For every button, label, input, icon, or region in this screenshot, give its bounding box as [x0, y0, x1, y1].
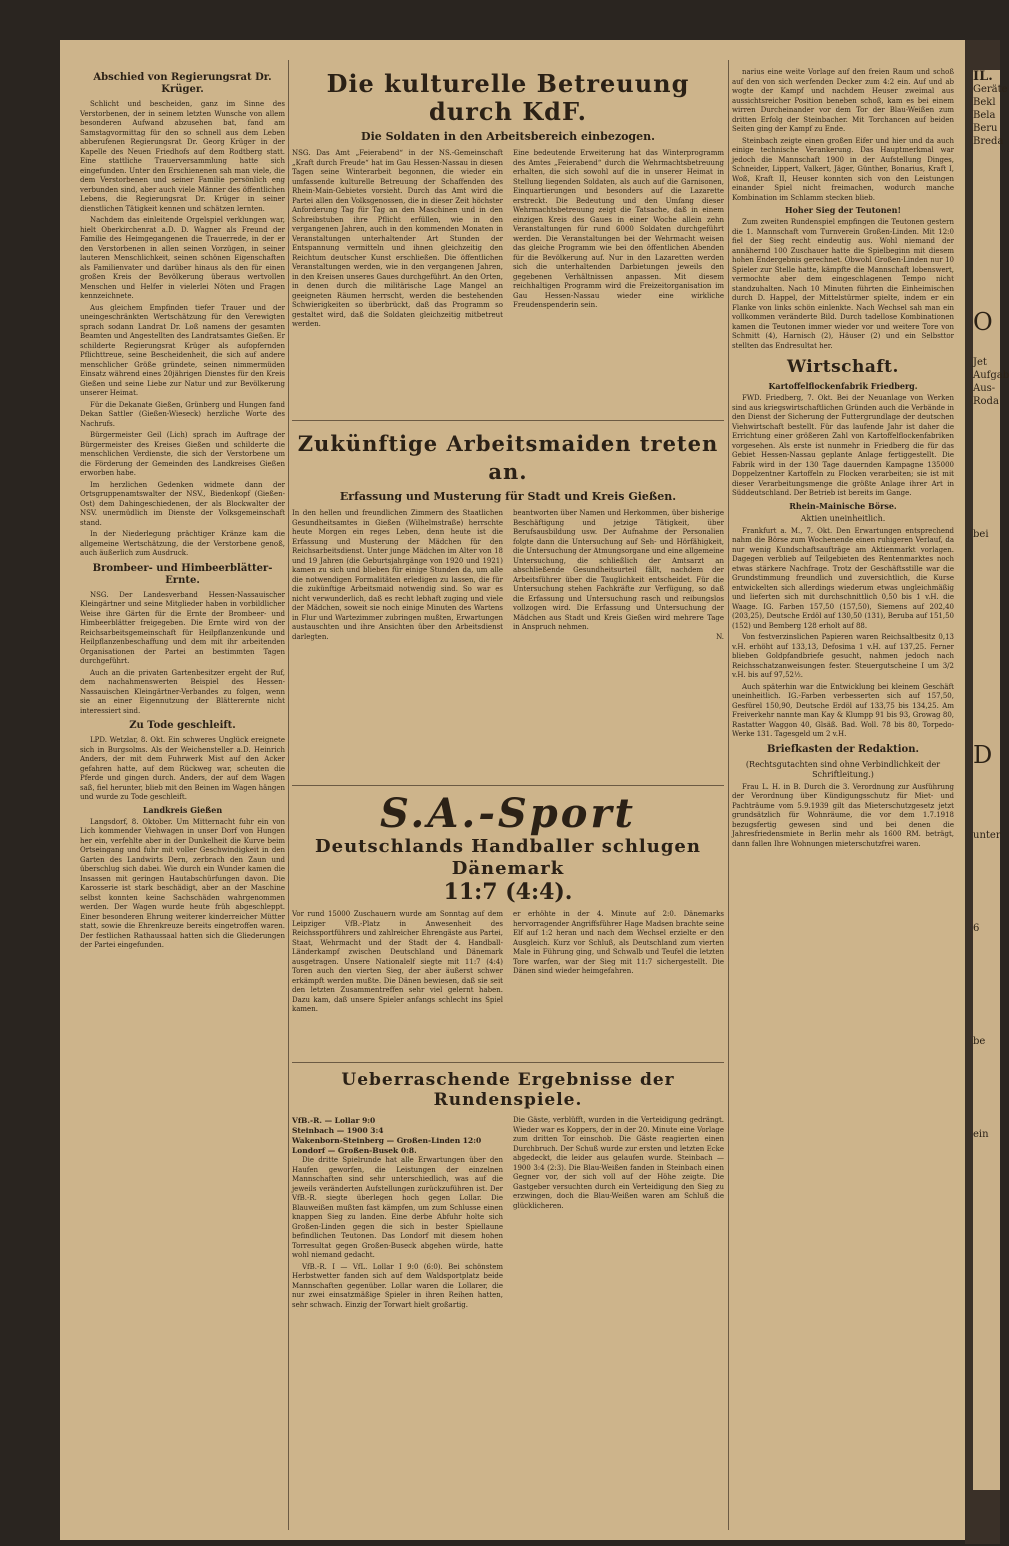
headline-brombeer: Brombeer- und Himbeerblätter-Ernte.: [92, 562, 273, 586]
subheadline-kartoffel: Kartoffelflockenfabrik Friedberg.: [768, 381, 918, 391]
headline-landkreis: Landkreis Gießen: [142, 804, 223, 815]
rundenspiele-para-2: VfB.-R. I — VfL. Lollar I 9:0 (6:0). Bei schönstem Herbstwetter fanden sich auf dem Waldsportplatz beide Mannschaften gegenüber. Lollar waren die Lollarer, die nur zwei einsatzmäßige Spieler in ihren Reihen hatten, sehr schwach. Einzig der Torwart hielt großartig.: [292, 1262, 503, 1309]
adjacent-page-strip: [973, 69, 1009, 1490]
right-paragraph-3: Zum zweiten Rundenspiel empfingen die Teutonen gestern die 1. Mannschaft vom Turnverein Großen-Linden. Mit 12:0 fiel der Sieg recht eindeutig aus. Wohl niemand der annähernd 100 Zuschauer hatte die Spielbeginn mit diesem hohen Endergebnis gerechnet. Obwohl Großen-Linden nur 10 Spieler zur Stelle hatte, kämpfte die Mannschaft lobenswert, vermochte aber dem eingeschlagenen Tempo nicht standzuhalten. Nach 10 Minuten führten die Einheimischen durch D. Happel, der Mittelstürmer spielte, indem er ein Flanke von links schön einlenkte. Nach Wechsel sah man ein vollkommen veränderte Bild. Durch tadellose Kombinationen kamen die Teutonen immer wieder vor und weitere Tore von Schmitt (4), Harnisch (2), Häuser (2) und ein Selbsttor stellten das Endresultat her.: [732, 218, 954, 350]
result-line: Londorf — Großen-Busek 0:8.: [292, 1146, 417, 1155]
edge-fragment: D: [973, 741, 993, 769]
left-paragraph-4: Für die Dekanate Gießen, Grünberg und Hungen fand Dekan Sattler (Gießen-Wieseck) herzliche Worte des Nachrufs.: [80, 400, 285, 428]
right-paragraph-6: Von festverzinslichen Papieren waren Reichsaltbesitz 0,13 v.H. erhöht auf 133,13, Defosima 1 v.H. auf 137,25. Ferner blieben Goldpfandbriefe gesucht, nahmen jedoch nach Reichsschatzanweisungen fester. Steuergutscheine I um 3/2 v.H. bis auf 97,52½.: [732, 633, 954, 679]
kdf-body: [292, 149, 724, 444]
subheadline-rechtsgutachten: (Rechtsgutachten sind ohne Verbindlichkeit der Schriftleitung.): [745, 759, 941, 779]
right-paragraph-4: FWD. Friedberg, 7. Okt. Bei der Neuanlage von Werken sind aus kriegswirtschaftlichen Gründen auch die Verbände in den Dienst der Sicherung der Futtergrundlage der deutschen Viehwirtschaft bestellt. Für das laufende Jahr ist daher die Errichtung einer größeren Zahl von Kartoffelflockenfabriken vorgesehen. Als erste ist nunmehr in Friedberg die für das Gebiet Hessen-Nassau geplante Anlage fertiggestellt. Die Fabrik wird in der 130 Tage dauernden Kampagne 135000 Doppelzentner Kartoffeln zu Flocken verarbeiten; sie ist mit dieser Verarbeitungsmenge die größte Anlage ihrer Art in Süddeutschland. Der Betrieb ist bereits im Gange.: [732, 394, 954, 497]
headline-teutonen: Hoher Sieg der Teutonen!: [785, 205, 901, 215]
edge-fragment: ein: [973, 1129, 989, 1140]
edge-fragment: be: [973, 1036, 986, 1047]
edge-fragment: Jet: [973, 357, 987, 368]
edge-fragment: Aus-: [973, 383, 996, 394]
right-column: [732, 68, 954, 1528]
result-line: VfB.-R. — Lollar 9:0: [292, 1116, 376, 1125]
edge-fragment: Aufgab: [973, 370, 1009, 381]
left-paragraph-6: Im herzlichen Gedenken widmete dann der Ortsgruppenamtswalter der NSV., Biedenkopf (Gießen-Ost) dem Dahingeschiedenen, der als Blockwalter der NSV. unermüdlich im Dienste der Volksgemeinschaft stand.: [80, 480, 285, 527]
left-paragraph-1: Schlicht und bescheiden, ganz im Sinne des Verstorbenen, der in seinem letzten Wunsche von allem besonderen Aufwand abzusehen bat, fand am Samstagvormittag für den so schnell aus dem Leben abberufenen Regierungsrat Dr. Georg Krüger in der Kapelle des Neuen Friedhofs auf dem Rodtberg statt. Eine stattliche Trauerversammlung hatte sich eingefunden. Unter den Erschienenen sah man viele, die dem Verstorbenen und seiner Familie persönlich eng verbunden sind, aber auch viele Männer des öffentlichen Lebens, die Regierungsrat Dr. Krüger in seiner dienstlichen Tätigkeit kennen und schätzen lernten.: [80, 100, 285, 213]
right-paragraph-8: Frau L. H. in B. Durch die 3. Verordnung zur Ausführung der Verordnung über Kündigungsschutz für Miet- und Pachträume vom 5.9.1939 gilt das Mieterschutzgesetz jetzt grundsätzlich für Wohnräume, die vor dem 1.7.1918 bezugsfertig gewesen sind und bei denen die Jahresfriedensmiete in Berlin mehr als 1600 RM. beträgt, dann fallen Ihre Wohnungen mieterschutzfrei waren.: [732, 782, 954, 848]
handball-headline: Deutschlands Handballer schlugen Dänemark: [315, 836, 701, 879]
adjacent-page-edge: [965, 40, 1009, 1544]
handball-score: 11:7 (4:4).: [443, 879, 573, 905]
rundenspiele-article: [292, 1070, 724, 1546]
arbeitsmaiden-col-2: [513, 509, 724, 809]
divider-1: [292, 420, 724, 421]
rundenspiele-col-1: [292, 1116, 503, 1546]
column-rule-left: [288, 60, 289, 1530]
left-paragraph-2: Nachdem das einleitende Orgelspiel verklungen war, hielt Oberkirchenrat a.D. D. Wagner als Freund der Familie des Heimgegangenen die Trauerrede, in der er den Verstorbenen in allen seinen Vorzügen, in seiner lauteren Menschlichkeit, seinen schönen Eigenschaften als Familienvater und darüber hinaus als den für einen großen Kreis der Bevölkerung überaus wertvollen Menschen und Helfer in vielerlei Nöten und Fragen kennzeichnete.: [80, 216, 285, 300]
arbeitsmaiden-article: [292, 430, 724, 809]
kdf-body-col-1: NSG. Das Amt „Feierabend“ in der NS.-Gemeinschaft „Kraft durch Freude“ hat im Gau Hessen-Nassau in diesen Tagen seine Winterarbeit begonnen, die wieder ein umfassende kulturelle Betreuung der Schaffenden des Rhein-Main-Gebietes vorsieht. Durch das Amt wird die Partei allen den Volksgenossen, die in dieser Zeit höchster Anforderung Tag für Tag an den Maschinen und in den Schreibstuben ihre Pflicht erfüllen, wie in den vergangenen Jahren, auch in den kommenden Monaten in Veranstaltungen unterhaltender Art Stunden der Entspannung vermitteln und ihnen gleichzeitig den Reichtum deutscher Kunst erschließen. Die öffentlichen Veranstaltungen werden, wie in den vergangenen Jahren, in den Kreisen unseres Gaues durchgeführt. An den Orten, in denen durch die militärische Lage Mangel an geeigneten Räumen herrscht, werden die bestehenden Schwierigkeiten so überbrückt, daß das Programm so gestaltet wird, daß die Soldaten gleichzeitig mitbetreut werden.: [292, 149, 503, 328]
left-paragraph-9: Auch an die privaten Gartenbesitzer ergeht der Ruf, dem nachahmenswerten Beispiel des Hessen-Nassauischen Kleingärtner-Verbandes zu folgen, wenn sie an einer Eigennutzung der Blätterernte nicht interessiert sind.: [80, 668, 285, 715]
left-paragraph-8: NSG. Der Landesverband Hessen-Nassauischer Kleingärtner und seine Mitglieder haben in vorbildlicher Weise ihre Gärten für die Ernte der Brombeer- und Himbeerblätter freigegeben. Die Ernte wird von der Reichsarbeitsgemeinschaft für Heilpflanzenkunde und Heilpflanzenbeschaffung und dem mit ihr arbeitenden Organisationen der Partei an bestimmten Tagen durchgeführt.: [80, 590, 285, 665]
edge-fragment: Breda: [973, 136, 1004, 147]
left-paragraph-10: LPD. Wetzlar, 8. Okt. Ein schweres Unglück ereignete sich in Burgsolms. Als der Weichensteller a.D. Heinrich Anders, der mit dem Fuhrwerk Mist auf den Acker gefahren hatte, auf dem Rückweg war, scheuten die Pferde und gingen durch. Anders, der auf dem Wagen saß, fiel herunter, blieb mit den Beinen im Wagen hängen und wurde zu Tode geschleift.: [80, 736, 285, 801]
edge-fragment: Geräte: [973, 84, 1008, 95]
rundenspiele-col-2: Die Gäste, verblüfft, wurden in die Verteidigung gedrängt. Wieder war es Koppers, der in der 20. Minute eine Vorlage zum dritten Tor einschob. Die Gäste reagierten einen Durchbruch. Der Schuß wurde zur ersten und letzten Ecke abgedeckt, die leider aus gelaufen wurde. Steinbach — 1900 3:4 (2:3). Die Blau-Weißen fanden in Steinbach einen Gegner vor, der sich voll auf der Höhe zeigte. Die Gastgeber versuchten durch ein Verteidigung den Sieg zu erzwingen, doch die Blau-Weißen waren am Schluß die glücklicheren.: [513, 1116, 724, 1210]
kdf-article: [292, 70, 724, 444]
column-rule-right: [728, 60, 729, 1530]
rundenspiele-para-1: Die dritte Spielrunde hat alle Erwartungen über den Haufen geworfen, die Leistungen der einzelnen Mannschaften sind sehr unterschiedlich, was auf die jeweils veränderten Aufstellungen zurückzuführen ist. Der VfB.-R. siegte überlegen hoch gegen Lollar. Die Blauweißen mußten fast kämpfen, um zum Schlusse einen knappen Sieg zu landen. Eine derbe Abfuhr holte sich Großen-Linden gegen die sich in bester Spiellaune befindlichen Teutonen. Das Londorf mit diesem hohen Torresultat gegen Großen-Buseck abgehen würde, hatte wohl niemand gedacht.: [292, 1156, 503, 1259]
edge-fragment: O: [973, 308, 993, 336]
left-paragraph-5: Bürgermeister Geil (Lich) sprach im Auftrage der Bürgermeister des Kreises Gießen und schilderte die menschlichen Verdienste, die sich der Verstorbene um die Förderung der Gemeinden des Landkreises Gießen erworben habe.: [80, 431, 285, 477]
subheadline-aktien: Aktien uneinheitlich.: [800, 513, 886, 523]
headline-wirtschaft: Wirtschaft.: [787, 357, 899, 377]
sport-banner: S.A.-Sport: [379, 790, 637, 837]
divider-3: [292, 1062, 724, 1063]
edge-fragment: unter: [973, 830, 1001, 841]
handball-col-2: er erhöhte in der 4. Minute auf 2:0. Dänemarks hervorragender Angriffsführer Hage Madsen brachte seine Elf auf 1:2 heran und nach dem Wechsel erzielte er den Ausgleich. Kurz vor Schluß, als Deutschland zum vierten Male in Führung ging, und Schwalb und Teufel die letzten Tore warfen, war der Sieg mit 11:7 sichergestellt. Die Dänen sind wieder heimgefahren.: [513, 910, 724, 975]
edge-fragment: 6: [973, 923, 980, 934]
edge-fragment: IL.: [973, 69, 993, 84]
arbeitsmaiden-subheadline: Erfassung und Musterung für Stadt und Kreis Gießen.: [339, 490, 677, 503]
arbeitsmaiden-col-1: In den hellen und freundlichen Zimmern des Staatlichen Gesundheitsamtes in Gießen (Wilhelmstraße) herrschte heute Morgen ein reges Leben, denn heute ist die Erfassung und Musterung der Mädchen für den Reichsarbeitsdienst. Unter junge Mädchen im Alter von 18 und 19 Jahren (die Geburtsjahrgänge von 1920 und 1921) kamen zu sich und blieben für einige Stunden da, um alle die notwendigen Formalitäten erledigen zu lassen, die für die zukünftige Arbeitsmaid notwendig sind. So war es nicht verwunderlich, daß es recht lebhaft zuging und viele der Mädchen, soweit sie noch einige Minuten des Wartens in Flur und Wartezimmer zubringen mußten, Erwartungen austauschten und ihre Ansichten über den Arbeitsdienst darlegten.: [292, 509, 503, 641]
edge-fragment: bei: [973, 529, 989, 540]
arbeitsmaiden-signature: N.: [716, 632, 724, 641]
right-paragraph-5: Frankfurt a. M., 7. Okt. Den Erwartungen entsprechend nahm die Börse zum Wochenende einen ruhigeren Verlauf, da nur wenig Kundschaftsaufträge am Aktienmarkt vorlagen. Dagegen verblieb auf Teilgebieten des Rentenmarktes noch etwas stärkere Nachfrage. Trotz der Geschäftsstille war die Grundstimmung freundlich und zuversichtlich, die Kurse entwickelten sich allerdings wiederum etwas ungleichmäßig und lieferten sich mit durchschnittlich 0,50 bis 1 v.H. die Waage. IG. Farben 157,50 (157,50), Siemens auf 202,40 (203,25), Deutsche Erdöl auf 130,50 (131), Beruba auf 151,50 (152) und Bemberg 128 erholt auf 88.: [732, 526, 954, 630]
result-line: Steinbach — 1900 3:4: [292, 1126, 384, 1135]
handball-col-1: Vor rund 15000 Zuschauern wurde am Sonntag auf dem Leipziger VfB.-Platz in Anwesenheit des Reichssportführers und zahlreicher Ehrengäste aus Partei, Staat, Wehrmacht und der Stadt der 4. Handball-Länderkampf zwischen Deutschland und Dänemark ausgetragen. Unsere Nationalelf siegte mit 11:7 (4:4) Toren auch den vierten Sieg, der aber äußerst schwer erkämpft werden mußte. Die Dänen bewiesen, daß sie seit den letzten Zusammentreffen sehr viel gelernt haben. Dazu kam, daß unsere Spieler anfangs schlecht ins Spiel kamen.: [292, 910, 503, 1013]
arbeitsmaiden-col-2-text: beantworten über Namen und Herkommen, über bisherige Beschäftigung und jetzige Tätigkeit, über Berufsausbildung usw. Der Aufnahme der Personalien folgte dann die Untersuchung auf Seh- und Hörfähigkeit, die Untersuchung der Atmungsorgane und eine allgemeine Untersuchung, die schließlich der Amtsarzt an abschließende Gesundheitsurteil fällt, nachdem der Arbeitsführer über die Tauglichkeit entscheidet. Für die Untersuchung stehen Fachkräfte zur Verfügung, so daß die Erfassung und Untersuchung rasch und reibungslos vollzogen wird. Die Erfassung und Untersuchung der Mädchen aus Stadt und Kreis Gießen wird mehrere Tage in Anspruch nehmen.: [513, 509, 724, 631]
rundenspiele-body: [292, 1116, 724, 1546]
newspaper-page: [60, 40, 965, 1540]
edge-fragment: Roda: [973, 396, 999, 407]
result-line: Wakenborn-Steinberg — Großen-Linden 12:0: [292, 1136, 482, 1145]
edge-fragment: Beru: [973, 123, 998, 134]
rundenspiele-headline: Ueberraschende Ergebnisse der Rundenspiele.: [341, 1070, 675, 1110]
right-paragraph-1: narius eine weite Vorlage auf den freien Raum und schoß auf den von sich werfenden Decker zum 4:2 ein. Auf und ab wogte der Kampf und nachdem Heuser zweimal aus aussichtsreicher Position beneben schoß, kam es bei einem wirren Durcheinander vor dem Tor der Blau-Weißen zum dritten Erfolg der Steinbacher. Mit Torchancen auf beiden Seiten ging der Kampf zu Ende.: [732, 68, 954, 133]
headline-boerse: Rhein-Mainische Börse.: [789, 500, 897, 511]
right-paragraph-7: Auch späterhin war die Entwicklung bei kleinem Geschäft uneinheitlich. IG.-Farben verbesserten sich auf 157,50, Gesfürel 150,90, Deutsche Erdöl auf 133,75 bis 134,25. Am Freiverkehr nannte man Kay & Klumpp 91 bis 93, Growag 80, Rastatter Waggon 40, Glsäß. Bad. Woll. 78 bis 80, Torpedo-Werke 131. Tagesgeld um 2 v.H.: [732, 682, 954, 738]
right-paragraph-2: Steinbach zeigte einen großen Eifer und hier und da auch einige technische Verankerung. Das Hauptmerkmal war jedoch die Mannschaft 1900 in der Aufstellung Dinges, Schneider, Lippert, Valkert, Jäger, Günther, Bonarius, Kraft I, Woß, Kraft II, Heuser konnten sich von den Leistungen einander Spiel nicht freimachen, wodurch manche Kombination im Schlamm stecken blieb.: [732, 136, 954, 202]
edge-fragment: Bekl: [973, 97, 996, 108]
kdf-subheadline: Die Soldaten in den Arbeitsbereich einbezogen.: [361, 130, 655, 143]
sport-section: [292, 792, 724, 1060]
edge-fragment: Bela: [973, 110, 996, 121]
kdf-headline: Die kulturelle Betreuung durch KdF.: [326, 69, 690, 126]
handball-body: [292, 910, 724, 1060]
left-paragraph-7: In der Niederlegung prächtiger Kränze kam die allgemeine Wertschätzung, die der Verstorbene genoß, auch äußerlich zum Ausdruck.: [80, 530, 285, 557]
left-column: [80, 68, 285, 1528]
arbeitsmaiden-body: [292, 509, 724, 809]
divider-2: [292, 785, 724, 786]
arbeitsmaiden-headline: Zukünftige Arbeitsmaiden treten an.: [297, 431, 719, 484]
headline-abschied: Abschied von Regierungsrat Dr. Krüger.: [93, 72, 272, 95]
headline-zu-tode: Zu Tode geschleift.: [129, 720, 236, 731]
left-paragraph-3: Aus gleichem Empfinden tiefer Trauer und der uneingeschränkten Wertschätzung für den Verewigten sprach sodann Landrat Dr. Loß namens der gesamten Beamten und Angestellten des Landratsamtes Gießen. Er schilderte Regierungsrat Krüger als aufopfernden Pflichttreue, seine Bescheidenheit, die sich auf andere menschlicher Größe gründete, seinen nimmermüden Einsatz während eines 20jährigen Dienstes für den Kreis Gießen und seine Liebe zur Natur und zur Bevölkerung unserer Heimat.: [80, 303, 285, 397]
headline-briefkasten: Briefkasten der Redaktion.: [767, 743, 919, 755]
left-paragraph-11: Langsdorf, 8. Oktober. Um Mitternacht fuhr ein von Lich kommender Viehwagen in unser Dorf von Hungen her ein, verfehlte aber in der Dunkelheit die Kurve beim Ortseingang und fuhr mit voller Geschwindigkeit in den Garten des Landwirts Dern, zerbrach den Zaun und überschlug sich dabei. Wie durch ein Wunder kamen die Insassen mit geringen Hautabschürfungen davon. Die Karosserie ist stark beschädigt, aber an der Maschine selbst konnten keine Sachschäden wahrgenommen werden. Der Wagen wurde heute früh abgeschleppt. Einer besonderen Ehrung weiterer kinderreicher Mütter statt, sowie die Ehrenkreuze bereits eingetroffen waren. Der festlichen Rathaussaal hatten sich die Gliederungen der Partei eingefunden.: [80, 817, 285, 949]
kdf-body-col-2: Eine bedeutende Erweiterung hat das Winterprogramm des Amtes „Feierabend“ durch die Wehrmachtsbetreuung erhalten, die sich sowohl auf die in unserer Heimat in Stellung liegenden Soldaten, als auch auf die Garnisonen, Einquartierungen und besonders auf die Lazarette erstreckt. Die Bedeutung und den Umfang dieser Wehrmachtsbetreuung zeigt die Tatsache, daß in einem einzigen Kreis des Gaues in einer Woche allein zehn Veranstaltungen für rund 6000 Soldaten durchgeführt werden. Die Veranstaltungen bei der Wehrmacht weisen das gleiche Programm wie bei den öffentlichen Abenden für die Bevölkerung auf. Nur in den Lazaretten werden sich die unterhaltenden Darbietungen jeweils den gegebenen Verhältnissen anpassen. Mit diesem reichhaltigen Programm wird die Freizeitorganisation im Gau Hessen-Nassau wieder eine wirkliche Freudenspenderin sein.: [513, 149, 724, 309]
